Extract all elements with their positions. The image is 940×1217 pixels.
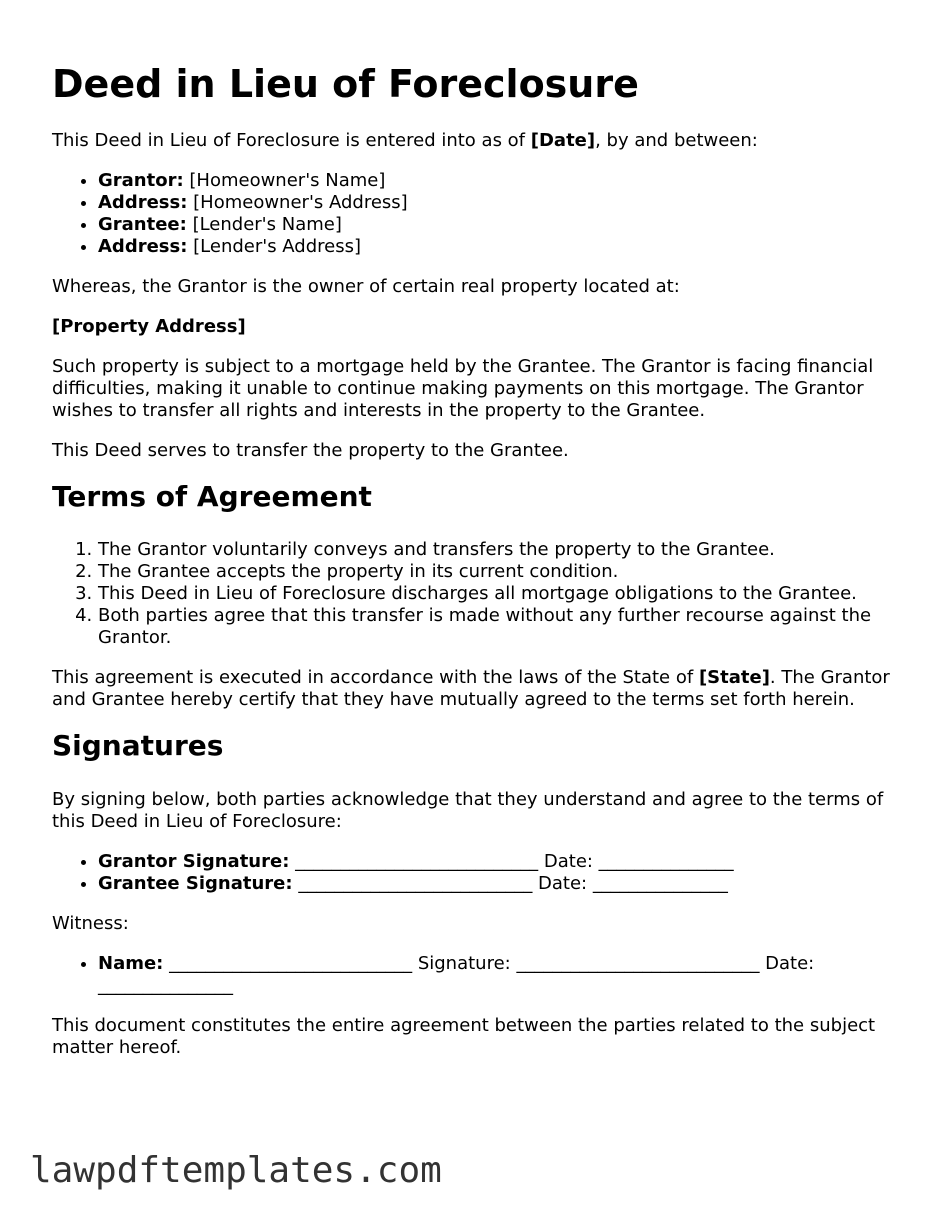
signatures-intro: By signing below, both parties acknowledge that they understand and agree to the terms of this Deed in Lieu of Foreclosure: bbox=[52, 788, 884, 832]
grantee-signature-line[interactable]: • Grantee Signature: __________________________ Date: _______________ bbox=[98, 873, 897, 895]
terms-heading: Terms of Agreement bbox=[52, 479, 372, 513]
document-title: Deed in Lieu of Foreclosure bbox=[52, 62, 639, 106]
property-address: [Property Address] bbox=[52, 315, 246, 337]
list-item: • Address: [Lender's Address] bbox=[98, 236, 897, 258]
witness-label: Witness: bbox=[52, 912, 129, 934]
document-page bbox=[52, 62, 897, 1077]
laws-paragraph: This agreement is executed in accordance with the laws of the State of [State]. The Grantor and Grantee hereby certify that they have mutually agreed to the terms set forth herein. bbox=[52, 667, 890, 711]
subject-paragraph: Such property is subject to a mortgage held by the Grantee. The Grantor is facing financial difficulties, making it unable to continue making payments on this mortgage. The Grantor wishes to transfer all rights and interests in the property to the Grantee. bbox=[52, 355, 874, 421]
serves-paragraph: This Deed serves to transfer the property to the Grantee. bbox=[52, 439, 569, 461]
list-item: • Grantor: [Homeowner's Name] bbox=[98, 170, 897, 192]
footer-watermark: lawpdftemplates.com bbox=[30, 1150, 442, 1191]
list-item: 2. The Grantee accepts the property in its current condition. bbox=[98, 561, 897, 583]
list-item: • Grantee: [Lender's Name] bbox=[98, 214, 897, 236]
signature-lines bbox=[52, 851, 897, 895]
list-item: • Address: [Homeowner's Address] bbox=[98, 192, 897, 214]
intro-paragraph: This Deed in Lieu of Foreclosure is entered into as of [Date], by and between: bbox=[52, 129, 758, 151]
witness-signature-line[interactable]: • Name: ___________________________ Signature: ___________________________ Date: _______________ bbox=[98, 953, 897, 997]
date-placeholder: [Date] bbox=[530, 129, 596, 151]
whereas-paragraph: Whereas, the Grantor is the owner of certain real property located at: bbox=[52, 275, 680, 297]
terms-list bbox=[52, 539, 897, 649]
closing-paragraph: This document constitutes the entire agreement between the parties related to the subject matter hereof. bbox=[52, 1014, 876, 1058]
signatures-heading: Signatures bbox=[52, 729, 224, 763]
state-placeholder: [State] bbox=[698, 667, 770, 689]
grantor-signature-line[interactable]: • Grantor Signature: ___________________________ Date: _______________ bbox=[98, 851, 897, 873]
list-item: 4. Both parties agree that this transfer is made without any further recourse against the Grantor. bbox=[98, 605, 897, 649]
list-item: 1. The Grantor voluntarily conveys and transfers the property to the Grantee. bbox=[98, 539, 897, 561]
parties-list bbox=[52, 170, 897, 258]
witness-lines bbox=[52, 953, 897, 997]
list-item: 3. This Deed in Lieu of Foreclosure discharges all mortgage obligations to the Grantee. bbox=[98, 583, 897, 605]
